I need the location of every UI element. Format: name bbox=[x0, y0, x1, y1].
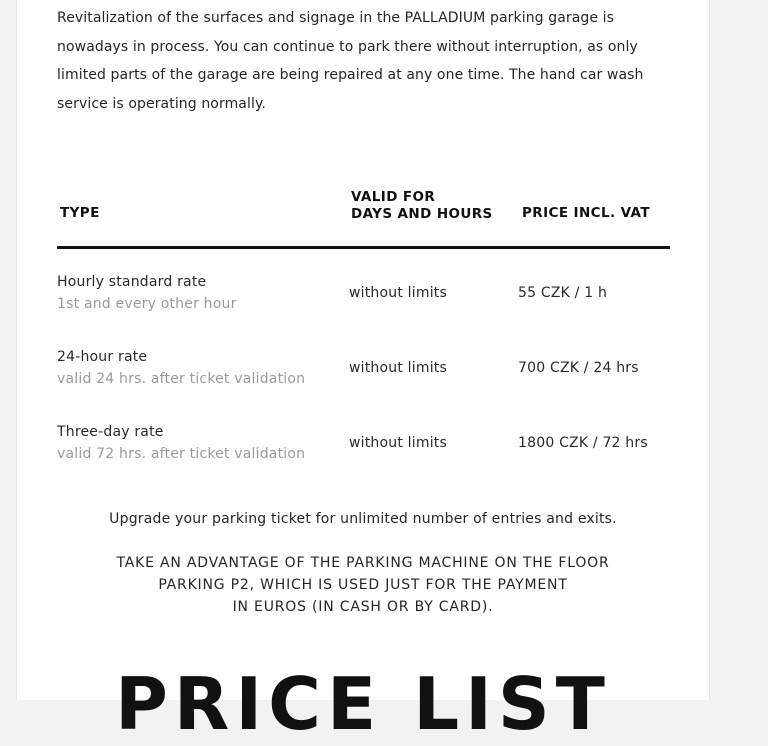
upgrade-note: Upgrade your parking ticket for unlimited number of entries and exits. bbox=[109, 511, 617, 527]
rate-validity: without limits bbox=[349, 360, 447, 376]
rate-name: Hourly standard rate bbox=[57, 274, 207, 290]
content-card bbox=[16, 0, 710, 746]
machine-note-line3: IN EUROS (IN CASH OR BY CARD). bbox=[232, 599, 494, 615]
table-header-divider bbox=[57, 246, 670, 249]
machine-note bbox=[17, 552, 709, 618]
rate-description: valid 72 hrs. after ticket validation bbox=[57, 446, 306, 462]
rate-price: 700 CZK / 24 hrs bbox=[518, 360, 639, 376]
intro-paragraph: Revitalization of the surfaces and signage in the PALLADIUM parking garage is nowadays in process. You can continue to park there without interruption, as only limited parts of the garage are being repaired at any one time. The hand car wash service is operating normally. bbox=[57, 10, 644, 112]
header-valid-line2: DAYS AND HOURS bbox=[351, 206, 493, 222]
header-valid bbox=[351, 189, 493, 223]
price-list-heading: PRICE LIST bbox=[115, 662, 611, 746]
header-price: PRICE INCL. VAT bbox=[522, 205, 650, 221]
rate-price: 55 CZK / 1 h bbox=[518, 285, 608, 301]
header-valid-line1: VALID FOR bbox=[351, 189, 436, 205]
rate-price: 1800 CZK / 72 hrs bbox=[518, 435, 648, 451]
table-row bbox=[17, 349, 709, 399]
rate-description: valid 24 hrs. after ticket validation bbox=[57, 371, 306, 387]
rate-name: Three-day rate bbox=[57, 424, 164, 440]
rate-validity: without limits bbox=[349, 435, 447, 451]
machine-note-line2: PARKING P2, WHICH IS USED JUST FOR THE PAYMENT bbox=[158, 577, 568, 593]
rate-validity: without limits bbox=[349, 285, 447, 301]
table-row bbox=[17, 274, 709, 324]
machine-note-line1: TAKE AN ADVANTAGE OF THE PARKING MACHINE ON THE FLOOR bbox=[116, 555, 610, 571]
header-type: TYPE bbox=[60, 205, 100, 221]
table-row bbox=[17, 424, 709, 474]
rate-description: 1st and every other hour bbox=[57, 296, 237, 312]
rate-name: 24-hour rate bbox=[57, 349, 148, 365]
